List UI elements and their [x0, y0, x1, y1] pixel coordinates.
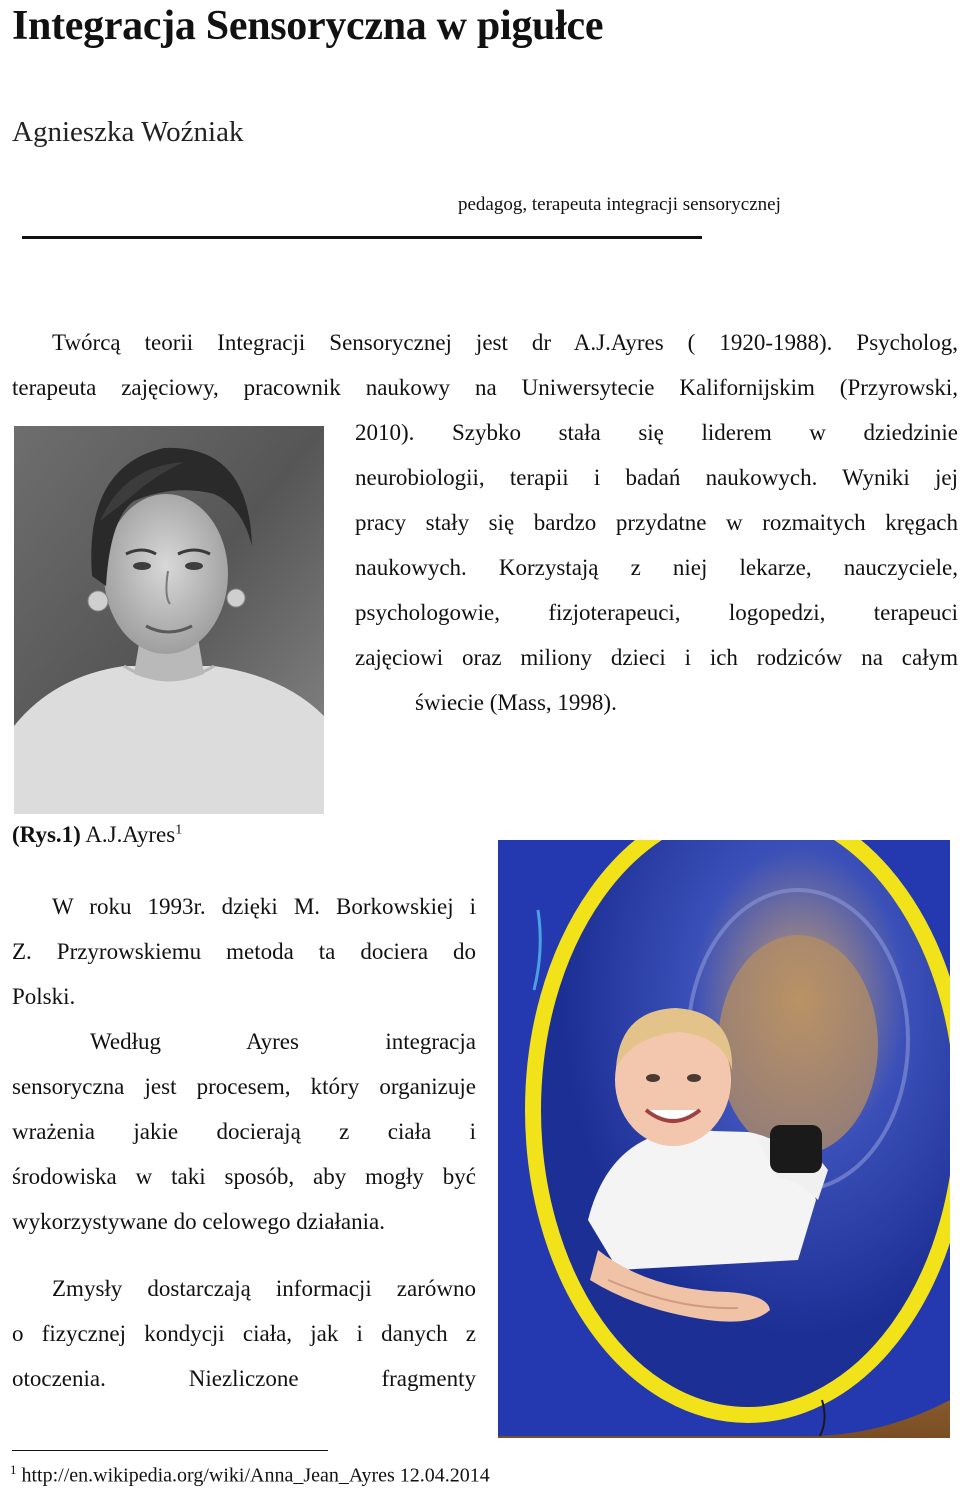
- intro-wrap-line: naukowych. Korzystają z niej lekarze, nauczyciele,: [355, 555, 958, 580]
- paragraph-line: środowiska w taki sposób, aby mogły być: [12, 1164, 476, 1189]
- author-name: Agnieszka Woźniak: [12, 116, 244, 148]
- footnote-number: 1: [10, 1462, 17, 1477]
- figure-caption: [12, 822, 182, 848]
- portrait-photo: [14, 426, 324, 814]
- intro-wrap-line: neurobiologii, terapii i badań naukowych. Wyniki jej: [355, 465, 958, 490]
- footnote-text: http://en.wikipedia.org/wiki/Anna_Jean_Ayres 12.04.2014: [21, 1464, 490, 1487]
- paragraph-line: W roku 1993r. dzięki M. Borkowskiej i: [52, 894, 476, 919]
- tunnel-illustration: [498, 840, 950, 1438]
- paragraph-line: o fizycznej kondycji ciała, jak i danych z: [12, 1321, 476, 1346]
- paragraph-last-line: wykorzystywane do celowego działania.: [12, 1209, 385, 1234]
- paragraph-last-line: Polski.: [12, 984, 76, 1009]
- paragraph-line: Według Ayres integracja: [90, 1029, 476, 1054]
- paragraph-line: Z. Przyrowskiemu metoda ta dociera do: [12, 939, 476, 964]
- figure-label: (Rys.1): [12, 822, 81, 847]
- paragraph-line: wrażenia jakie docierają z ciała i: [12, 1119, 476, 1144]
- figure-name: A.J.Ayres: [85, 822, 176, 847]
- intro-wrap-line: pracy stały się bardzo przydatne w rozmaitych kręgach: [355, 510, 958, 535]
- author-role: pedagog, terapeuta integracji sensorycznej: [458, 194, 781, 215]
- intro-line-2: terapeuta zajęciowy, pracownik naukowy na Uniwersytecie Kalifornijskim (Przyrowski,: [12, 375, 958, 400]
- paragraph-line: sensoryczna jest procesem, który organizuje: [12, 1074, 476, 1099]
- intro-wrap-line: 2010). Szybko stała się liderem w dziedzinie: [355, 420, 958, 445]
- intro-wrap-line: psychologowie, fizjoterapeuci, logopedzi, terapeuci: [355, 600, 958, 625]
- footnote: [10, 1462, 490, 1488]
- portrait-illustration: [14, 426, 324, 814]
- paragraph-line: otoczenia. Niezliczone fragmenty: [12, 1366, 476, 1391]
- intro-last-line: świecie (Mass, 1998).: [415, 690, 617, 715]
- child-tunnel-photo: [498, 840, 950, 1438]
- paragraph-line: Zmysły dostarczają informacji zarówno: [52, 1276, 476, 1301]
- footnote-reference: 1: [175, 822, 183, 838]
- header-divider: [22, 236, 702, 239]
- intro-line-1: Twórcą teorii Integracji Sensorycznej jest dr A.J.Ayres ( 1920-1988). Psycholog,: [52, 330, 958, 355]
- document-title: Integracja Sensoryczna w pigułce: [12, 3, 604, 49]
- intro-wrap-line: zajęciowi oraz miliony dzieci i ich rodziców na całym: [355, 645, 958, 670]
- footnote-divider: [12, 1450, 328, 1451]
